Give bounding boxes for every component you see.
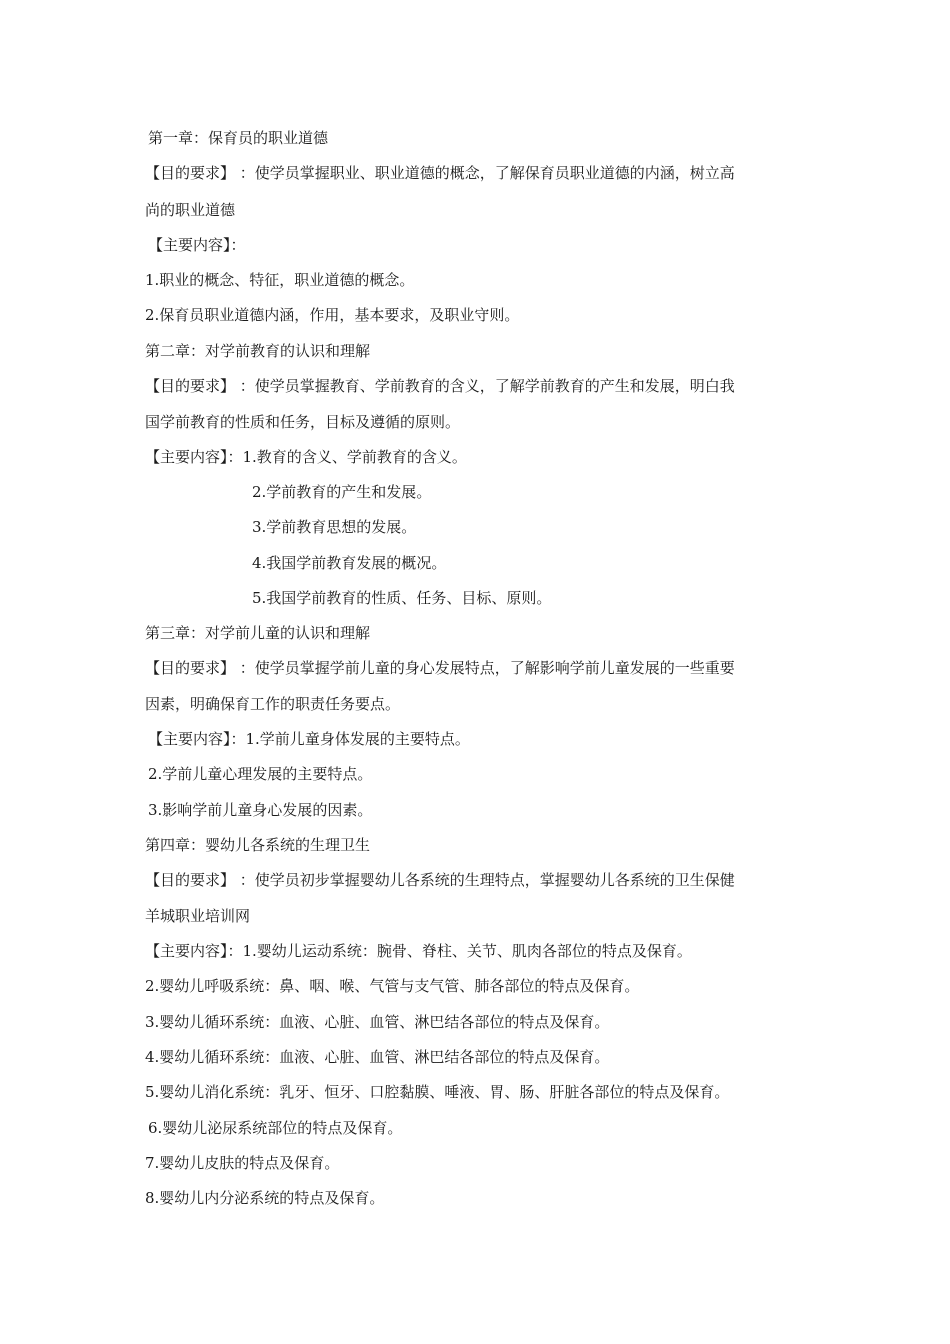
chapter-1-goal-line-2: 尚的职业道德 (145, 201, 236, 219)
chapter-1-item-1: 1.职业的概念、特征，职业道德的概念。 (145, 271, 415, 289)
chapter-3-item-3: 3.影响学前儿童身心发展的因素。 (148, 801, 373, 819)
chapter-4-item-5: 5.婴幼儿消化系统：乳牙、恒牙、口腔黏膜、唾液、胃、肠、肝脏各部位的特点及保育。 (145, 1083, 730, 1101)
chapter-2-item-4: 4.我国学前教育发展的概况。 (252, 554, 447, 572)
chapter-2-goal-line-2: 国学前教育的性质和任务，目标及遵循的原则。 (145, 413, 461, 431)
chapter-4-goal-line-1: 【目的要求】 ：使学员初步掌握婴幼儿各系统的生理特点，掌握婴幼儿各系统的卫生保健 (145, 871, 735, 889)
chapter-4-content-heading: 【主要内容】：1.婴幼儿运动系统：腕骨、脊柱、关节、肌肉各部位的特点及保育。 (145, 942, 692, 960)
chapter-4-item-2: 2.婴幼儿呼吸系统：鼻、咽、喉、气管与支气管、肺各部位的特点及保育。 (145, 977, 640, 995)
chapter-4-item-7: 7.婴幼儿皮肤的特点及保育。 (145, 1154, 340, 1172)
chapter-4-item-3: 3.婴幼儿循环系统：血液、心脏、血管、淋巴结各部位的特点及保育。 (145, 1013, 610, 1031)
chapter-1-content-heading: 【主要内容】： (148, 236, 246, 254)
chapter-4-item-8: 8.婴幼儿内分泌系统的特点及保育。 (145, 1189, 385, 1207)
chapter-3-title: 第三章：对学前儿童的认识和理解 (145, 624, 371, 642)
chapter-2-item-2: 2.学前教育的产生和发展。 (252, 483, 432, 501)
chapter-3-item-2: 2.学前儿童心理发展的主要特点。 (148, 765, 373, 783)
chapter-2-content-heading: 【主要内容】：1.教育的含义、学前教育的含义。 (145, 448, 467, 466)
chapter-3-goal-line-2: 因素，明确保育工作的职责任务要点。 (145, 695, 401, 713)
chapter-2-title: 第二章：对学前教育的认识和理解 (145, 342, 371, 360)
chapter-4-item-4: 4.婴幼儿循环系统：血液、心脏、血管、淋巴结各部位的特点及保育。 (145, 1048, 610, 1066)
chapter-4-title: 第四章：婴幼儿各系统的生理卫生 (145, 836, 371, 854)
chapter-3-content-heading: 【主要内容】：1.学前儿童身体发展的主要特点。 (148, 730, 470, 748)
chapter-1-item-2: 2.保育员职业道德内涵，作用，基本要求，及职业守则。 (145, 306, 520, 324)
chapter-4-item-6: 6.婴幼儿泌尿系统部位的特点及保育。 (148, 1119, 403, 1137)
watermark-text: 羊城职业培训网 (145, 907, 251, 925)
chapter-2-goal-line-1: 【目的要求】 ：使学员掌握教育、学前教育的含义，了解学前教育的产生和发展，明白我 (145, 377, 735, 395)
chapter-2-item-5: 5.我国学前教育的性质、任务、目标、原则。 (252, 589, 552, 607)
chapter-1-title: 第一章：保育员的职业道德 (148, 129, 329, 147)
chapter-3-goal-line-1: 【目的要求】 ：使学员掌握学前儿童的身心发展特点，了解影响学前儿童发展的一些重要 (145, 659, 735, 677)
chapter-1-goal-line-1: 【目的要求】 ：使学员掌握职业、职业道德的概念，了解保育员职业道德的内涵，树立高 (145, 164, 735, 182)
chapter-2-item-3: 3.学前教育思想的发展。 (252, 518, 417, 536)
